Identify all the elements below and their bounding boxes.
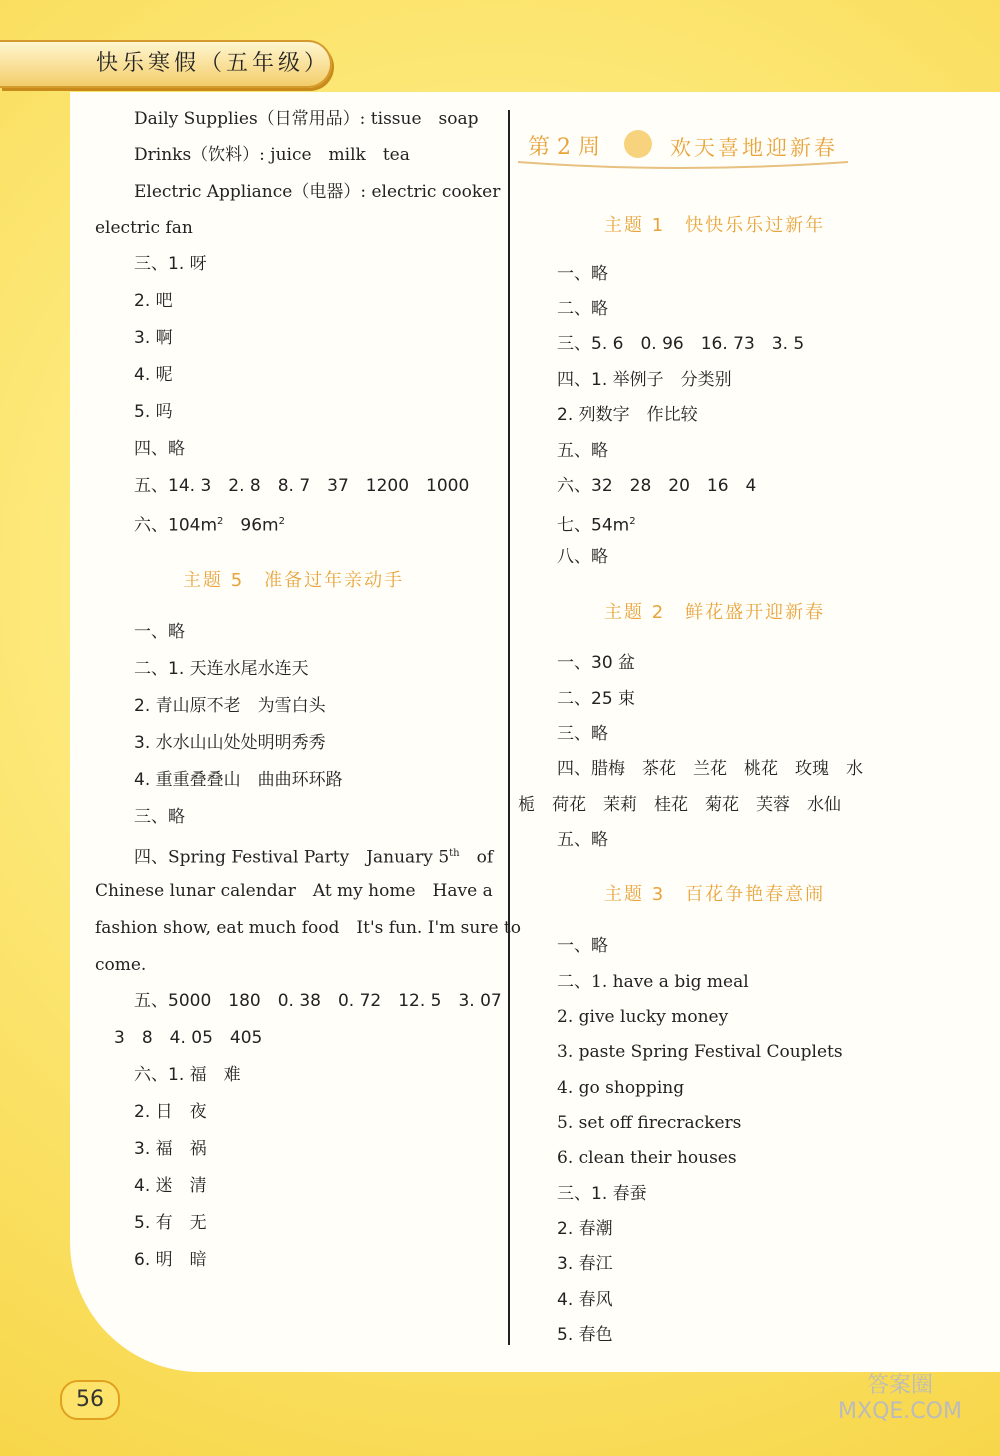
answer-line: 四、略 <box>134 439 185 459</box>
answer-line: 一、略 <box>557 264 608 284</box>
answer-line: 4. 春风 <box>557 1290 613 1310</box>
answer-line: 三、略 <box>557 724 608 744</box>
page-number: 56 <box>60 1380 120 1420</box>
electric-appliance: Electric Appliance（电器）: electric cooker <box>134 182 501 202</box>
answer-line: 2. 日 夜 <box>134 1102 207 1122</box>
answer-line: fashion show, eat much food It's fun. I'm sure to <box>95 918 521 938</box>
week-title: 欢天喜地迎新春 <box>670 136 838 160</box>
daily-supplies: Daily Supplies（日常用品）: tissue soap <box>134 109 479 129</box>
answer-line: 4. go shopping <box>557 1078 685 1098</box>
week-number: 第 2 周 <box>528 135 600 160</box>
answer-line: 三、5. 6 0. 96 16. 73 3. 5 <box>557 334 805 354</box>
answer-line: 八、略 <box>557 547 608 567</box>
answer-line: 四、1. 举例子 分类别 <box>557 370 732 390</box>
answer-line: 4. 重重叠叠山 曲曲环环路 <box>134 770 343 790</box>
theme1-heading: 主题 1 快快乐乐过新年 <box>604 215 826 236</box>
answer-line: 3. 福 祸 <box>134 1139 207 1159</box>
answer-line: 五、略 <box>557 441 608 461</box>
answer-line: 3. 啊 <box>134 328 173 348</box>
answer-line: 五、略 <box>557 830 608 850</box>
answer-line: 2. 吧 <box>134 291 173 311</box>
answer-line: 6. 明 暗 <box>134 1250 207 1270</box>
party-text: 四、Spring Festival Party January 5 <box>134 847 450 868</box>
answer-line: 五、14. 3 2. 8 8. 7 37 1200 1000 <box>134 476 470 496</box>
answer-line: 4. 呢 <box>134 365 173 385</box>
answer-line: 一、30 盆 <box>557 653 636 673</box>
answer-line: 3. paste Spring Festival Couplets <box>557 1042 843 1062</box>
party-of: of <box>476 847 494 868</box>
drinks: Drinks（饮料）: juice milk tea <box>134 145 410 165</box>
superscript: 2 <box>629 516 636 527</box>
answer-line: 三、略 <box>134 807 185 827</box>
answer-line: 六、32 28 20 16 4 <box>557 476 757 496</box>
superscript: th <box>449 848 460 859</box>
area-answer: 七、54m <box>557 515 630 536</box>
answer-line: 2. give lucky money <box>557 1007 729 1027</box>
answer-line: 四、腊梅 茶花 兰花 桃花 玫瑰 水 <box>557 759 863 779</box>
answer-line: 4. 迷 清 <box>134 1176 207 1196</box>
answer-line <box>134 842 493 870</box>
answer-line: 六、1. 福 难 <box>134 1065 241 1085</box>
watermark-logo <box>820 1368 980 1448</box>
answer-line: 二、1. 天连水尾水连天 <box>134 659 309 679</box>
answer-line: 三、1. 春蚕 <box>557 1184 647 1204</box>
answer-line: 6. clean their houses <box>557 1148 737 1168</box>
answer-line: 栀 荷花 茉莉 桂花 菊花 芙蓉 水仙 <box>518 795 841 815</box>
column-divider <box>508 110 510 1345</box>
superscript: 2 <box>217 516 224 527</box>
answer-line: 一、略 <box>134 622 185 642</box>
theme3-heading: 主题 3 百花争艳春意闹 <box>604 884 826 905</box>
answer-line: 二、略 <box>557 299 608 319</box>
answer-line <box>134 510 285 538</box>
answer-line: 五、5000 180 0. 38 0. 72 12. 5 3. 07 <box>134 991 502 1011</box>
answer-line: 5. 春色 <box>557 1325 613 1345</box>
answer-line: come. <box>95 955 147 975</box>
answer-line: 二、1. have a big meal <box>557 972 749 992</box>
answer-line: 5. 有 无 <box>134 1213 207 1233</box>
answer-line: 3. 水水山山处处明明秀秀 <box>134 733 326 753</box>
answer-line: 3. 春江 <box>557 1254 613 1274</box>
answer-line: 2. 青山原不老 为雪白头 <box>134 696 326 716</box>
theme5-heading: 主题 5 准备过年亲动手 <box>183 570 405 591</box>
answer-line: 一、略 <box>557 936 608 956</box>
answer-line: 3 8 4. 05 405 <box>114 1028 263 1048</box>
answer-line <box>557 510 636 538</box>
area-a: 六、104m <box>134 515 218 536</box>
theme2-heading: 主题 2 鲜花盛开迎新春 <box>604 602 826 623</box>
answer-line: 三、1. 呀 <box>134 254 207 274</box>
area-b: 96m <box>240 515 279 536</box>
answer-line: 2. 春潮 <box>557 1219 613 1239</box>
answer-line: 5. 吗 <box>134 402 173 422</box>
watermark-url: MXQE.COM <box>838 1399 962 1424</box>
answer-line: 5. set off firecrackers <box>557 1113 742 1133</box>
book-title: 快乐寒假（五年级） <box>96 51 331 76</box>
watermark-title: 答案圈 <box>866 1373 933 1398</box>
answer-line: 二、25 束 <box>557 689 636 709</box>
answer-line: 2. 列数字 作比较 <box>557 405 698 425</box>
electric-appliance-cont: electric fan <box>95 218 193 238</box>
answer-line: Chinese lunar calendar At my home Have a <box>95 881 493 901</box>
superscript: 2 <box>278 516 285 527</box>
